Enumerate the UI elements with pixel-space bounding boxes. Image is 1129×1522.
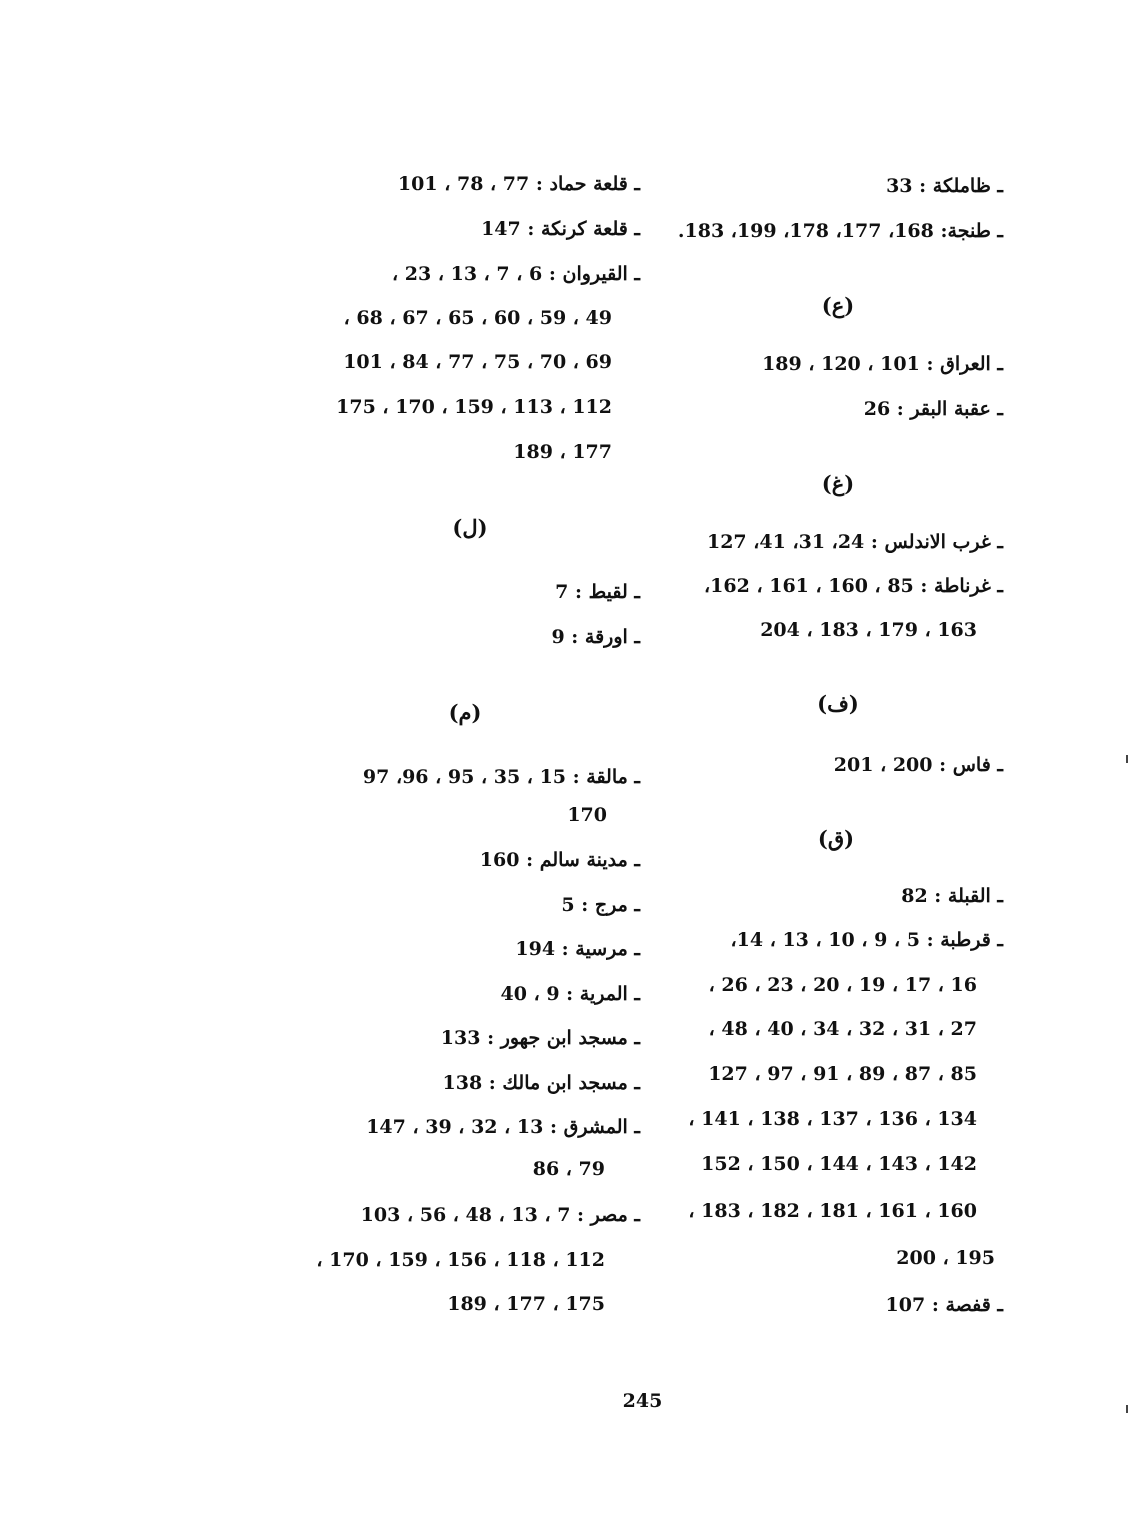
- section-heading-ghayn: (غ): [821, 471, 855, 496]
- index-entry-continuation: 134 ، 136 ، 137 ، 138 ، 141 ،: [688, 1108, 977, 1130]
- index-entry: ـ مرج : 5: [561, 894, 640, 916]
- index-entry-continuation: 195 ، 200: [896, 1247, 995, 1269]
- index-entry: ـ فاس : 200 ، 201: [833, 754, 1003, 776]
- index-entry: ـ القبلة : 82: [901, 885, 1003, 907]
- index-entry: ـ القيروان : 6 ، 7 ، 13 ، 23 ،: [392, 263, 640, 285]
- index-entry-continuation: 170: [567, 804, 607, 826]
- index-entry-continuation: 112 ، 113 ، 159 ، 170 ، 175: [336, 396, 612, 418]
- index-entry: ـ المرية : 9 ، 40: [500, 983, 640, 1005]
- index-entry: ـ غرب الاندلس : 24، 31، 41، 127: [706, 531, 1003, 553]
- index-entry: ـ مسجد ابن مالك : 138: [442, 1072, 640, 1094]
- index-entry: ـ العراق : 101 ، 120 ، 189: [762, 353, 1003, 375]
- scan-speck: [1126, 1405, 1128, 1413]
- section-heading-mim: (م): [448, 700, 482, 725]
- index-entry: ـ مدينة سالم : 160: [479, 849, 640, 871]
- section-heading-qaf: (ق): [817, 826, 855, 851]
- section-heading-ayn: (ع): [821, 293, 855, 318]
- index-entry: ـ قرطبة : 5 ، 9 ، 10 ، 13 ، 14،: [730, 929, 1003, 951]
- index-entry-continuation: 160 ، 161 ، 181 ، 182 ، 183 ،: [688, 1200, 977, 1222]
- index-entry-continuation: 79 ، 86: [532, 1158, 605, 1180]
- index-entry-continuation: 16 ، 17 ، 19 ، 20 ، 23 ، 26 ،: [708, 974, 977, 996]
- section-heading-fa: (ف): [817, 691, 859, 716]
- index-entry: ـ قلعة كرنكة : 147: [481, 218, 640, 240]
- index-entry-continuation: 163 ، 179 ، 183 ، 204: [760, 619, 977, 641]
- index-entry: ـ عقبة البقر : 26: [863, 398, 1003, 420]
- index-entry-continuation: 177 ، 189: [513, 441, 612, 463]
- section-heading-lam: (ل): [452, 515, 488, 540]
- index-entry: ـ غرناطة : 85 ، 160 ، 161 ، 162،: [704, 575, 1003, 597]
- index-entry: ـ المشرق : 13 ، 32 ، 39 ، 147: [366, 1116, 640, 1138]
- index-entry: ـ مسجد ابن جهور : 133: [440, 1027, 640, 1049]
- page-number: 245: [622, 1390, 663, 1412]
- index-entry: ـ قفصة : 107: [885, 1294, 1003, 1316]
- index-entry-continuation: 27 ، 31 ، 32 ، 34 ، 40 ، 48 ،: [708, 1018, 977, 1040]
- index-entry: ـ مصر : 7 ، 13 ، 48 ، 56 ، 103: [360, 1204, 640, 1226]
- index-entry-continuation: 69 ، 70 ، 75 ، 77 ، 84 ، 101: [343, 351, 612, 373]
- index-entry-continuation: 49 ، 59 ، 60 ، 65 ، 67 ، 68 ،: [343, 307, 612, 329]
- index-entry: ـ اورقة : 9: [551, 626, 640, 648]
- index-entry-continuation: 112 ، 118 ، 156 ، 159 ، 170 ،: [316, 1249, 605, 1271]
- index-entry: ـ طنجة: 168، 177، 178، 199، 183.: [677, 220, 1003, 242]
- index-entry: ـ مرسية : 194: [515, 938, 640, 960]
- index-entry: ـ قلعة حماد : 77 ، 78 ، 101: [397, 173, 640, 195]
- index-entry-continuation: 142 ، 143 ، 144 ، 150 ، 152: [701, 1153, 977, 1175]
- index-entry-continuation: 85 ، 87 ، 89 ، 91 ، 97 ، 127: [708, 1063, 977, 1085]
- index-entry: ـ مالقة : 15 ، 35 ، 95 ، 96، 97: [362, 766, 640, 788]
- index-entry-continuation: 175 ، 177 ، 189: [447, 1293, 605, 1315]
- scan-speck: [1126, 755, 1128, 763]
- index-entry: ـ ظاملكة : 33: [886, 175, 1003, 197]
- index-entry: ـ لقيط : 7: [555, 581, 640, 603]
